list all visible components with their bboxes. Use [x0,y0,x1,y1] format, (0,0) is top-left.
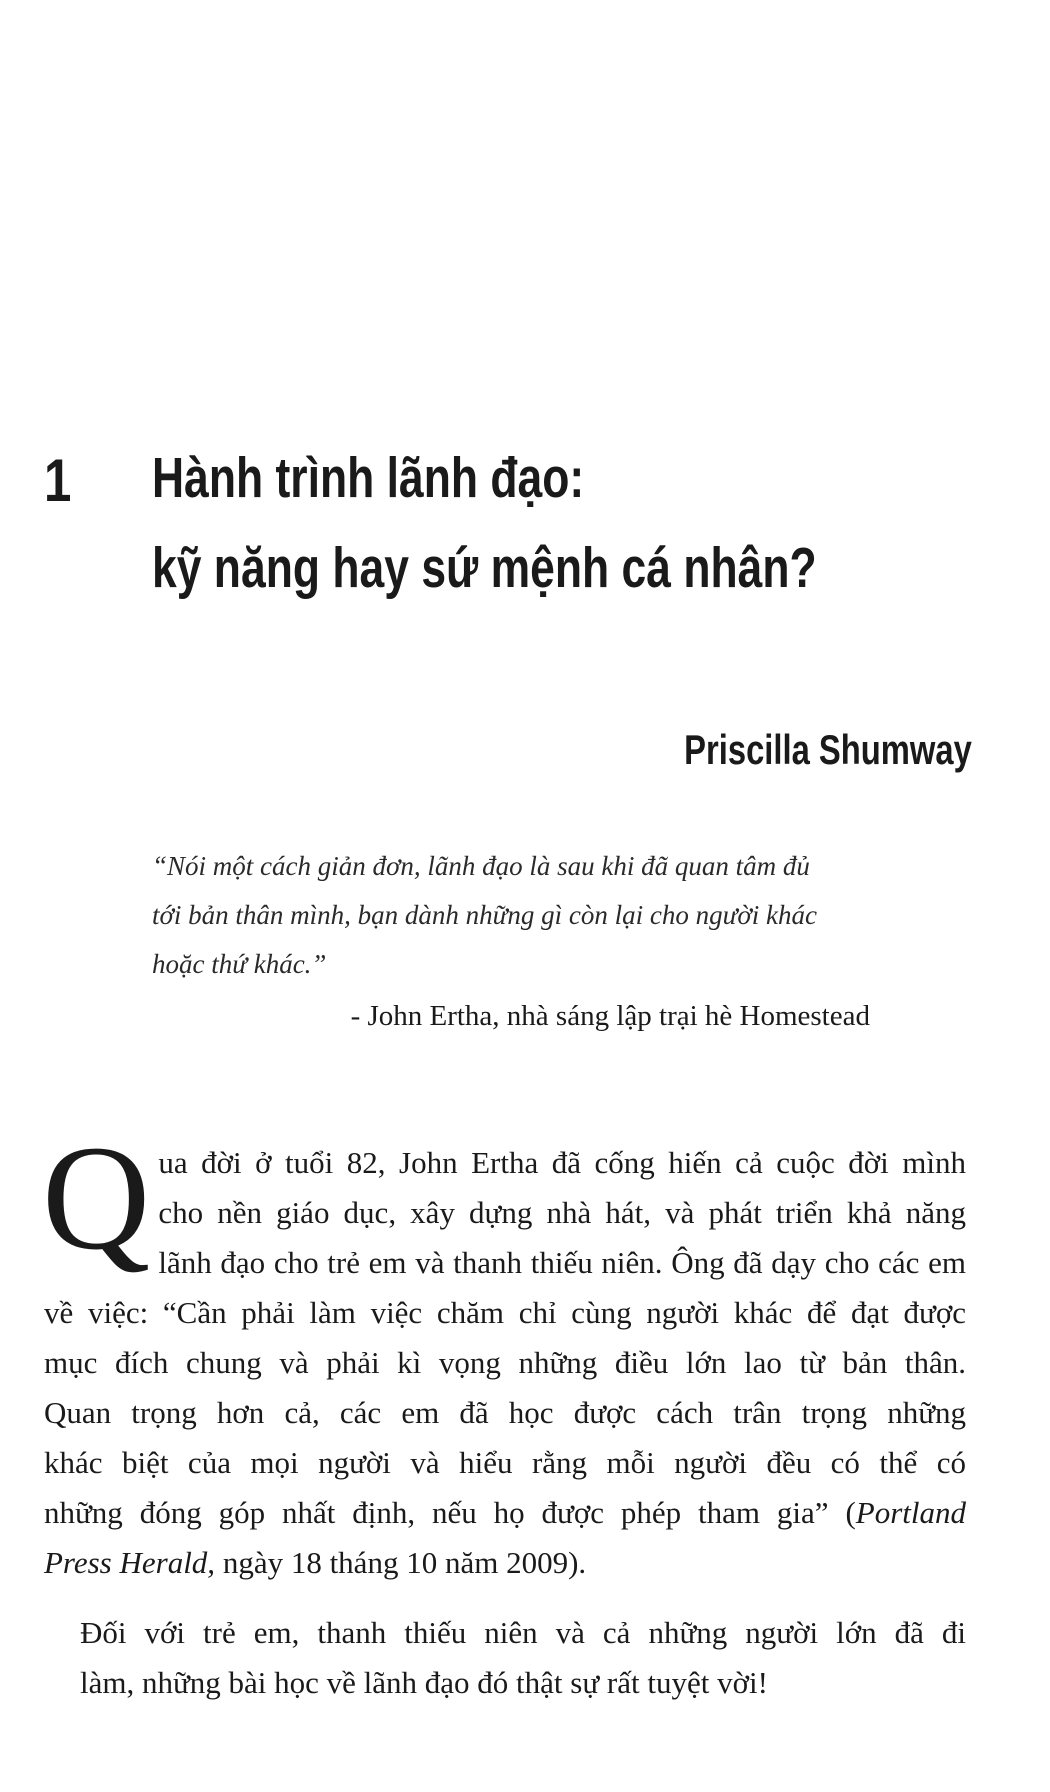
paragraph-1-line-7: khác biệt của mọi người và hiểu rằng mỗi người đều có thể có [44,1445,966,1480]
author-name: Priscilla Shumway [684,726,972,773]
epigraph-quote-line-2: tới bản thân mình, bạn dành những gì còn lại cho người khác [152,900,817,930]
paragraph-1-line-9-text: ngày 18 tháng 10 năm 2009). [215,1545,587,1580]
body-text [42,1115,966,1708]
chapter-number: 1 [44,447,71,514]
paragraph-2-line-1: Đối với trẻ em, thanh thiếu niên và cả những người lớn đã đi [80,1615,966,1650]
drop-cap: Q [42,1115,151,1281]
paragraph-1-line-4: về việc: “Cần phải làm việc chăm chỉ cùng người khác để đạt được [44,1295,966,1330]
epigraph-quote-line-1: “Nói một cách giản đơn, lãnh đạo là sau khi đã quan tâm đủ [152,851,810,881]
chapter-title [152,433,1004,613]
paragraph-1-line-8 [44,1488,966,1538]
epigraph-attribution: - John Ertha, nhà sáng lập trại hè Homestead [350,1000,870,1032]
paragraph-1-line-1: ua đời ở tuổi 82, John Ertha đã cống hiến cả cuộc đời mình [158,1145,966,1180]
paragraph-1-line-8-text: những đóng góp nhất định, nếu họ được phép tham gia” ( [44,1495,856,1530]
chapter-heading [44,445,1004,613]
epigraph-quote [152,842,912,989]
paragraph-1-line-9 [44,1538,966,1588]
source-title-part-2: Press Herald, [44,1545,216,1580]
paragraph-1 [42,1115,966,1588]
paragraph-1-line-5: mục đích chung và phải kì vọng những điều lớn lao từ bản thân. [44,1345,966,1380]
paragraph-1-line-6: Quan trọng hơn cả, các em đã học được cách trân trọng những [44,1395,966,1430]
source-title-part-1: Portland [855,1495,966,1530]
epigraph [152,842,912,1041]
epigraph-quote-line-3: hoặc thứ khác.” [152,949,327,979]
paragraph-1-line-3: lãnh đạo cho trẻ em và thanh thiếu niên. Ông đã dạy cho các em [158,1245,966,1280]
paragraph-1-line-2: cho nền giáo dục, xây dựng nhà hát, và phát triển khả năng [158,1195,966,1230]
chapter-title-line-1: Hành trình lãnh đạo: [151,446,585,510]
chapter-title-line-2: kỹ năng hay sứ mệnh cá nhân? [151,536,817,600]
paragraph-2 [44,1608,966,1708]
paragraph-2-line-2: làm, những bài học về lãnh đạo đó thật sự rất tuyệt vời! [80,1665,768,1700]
